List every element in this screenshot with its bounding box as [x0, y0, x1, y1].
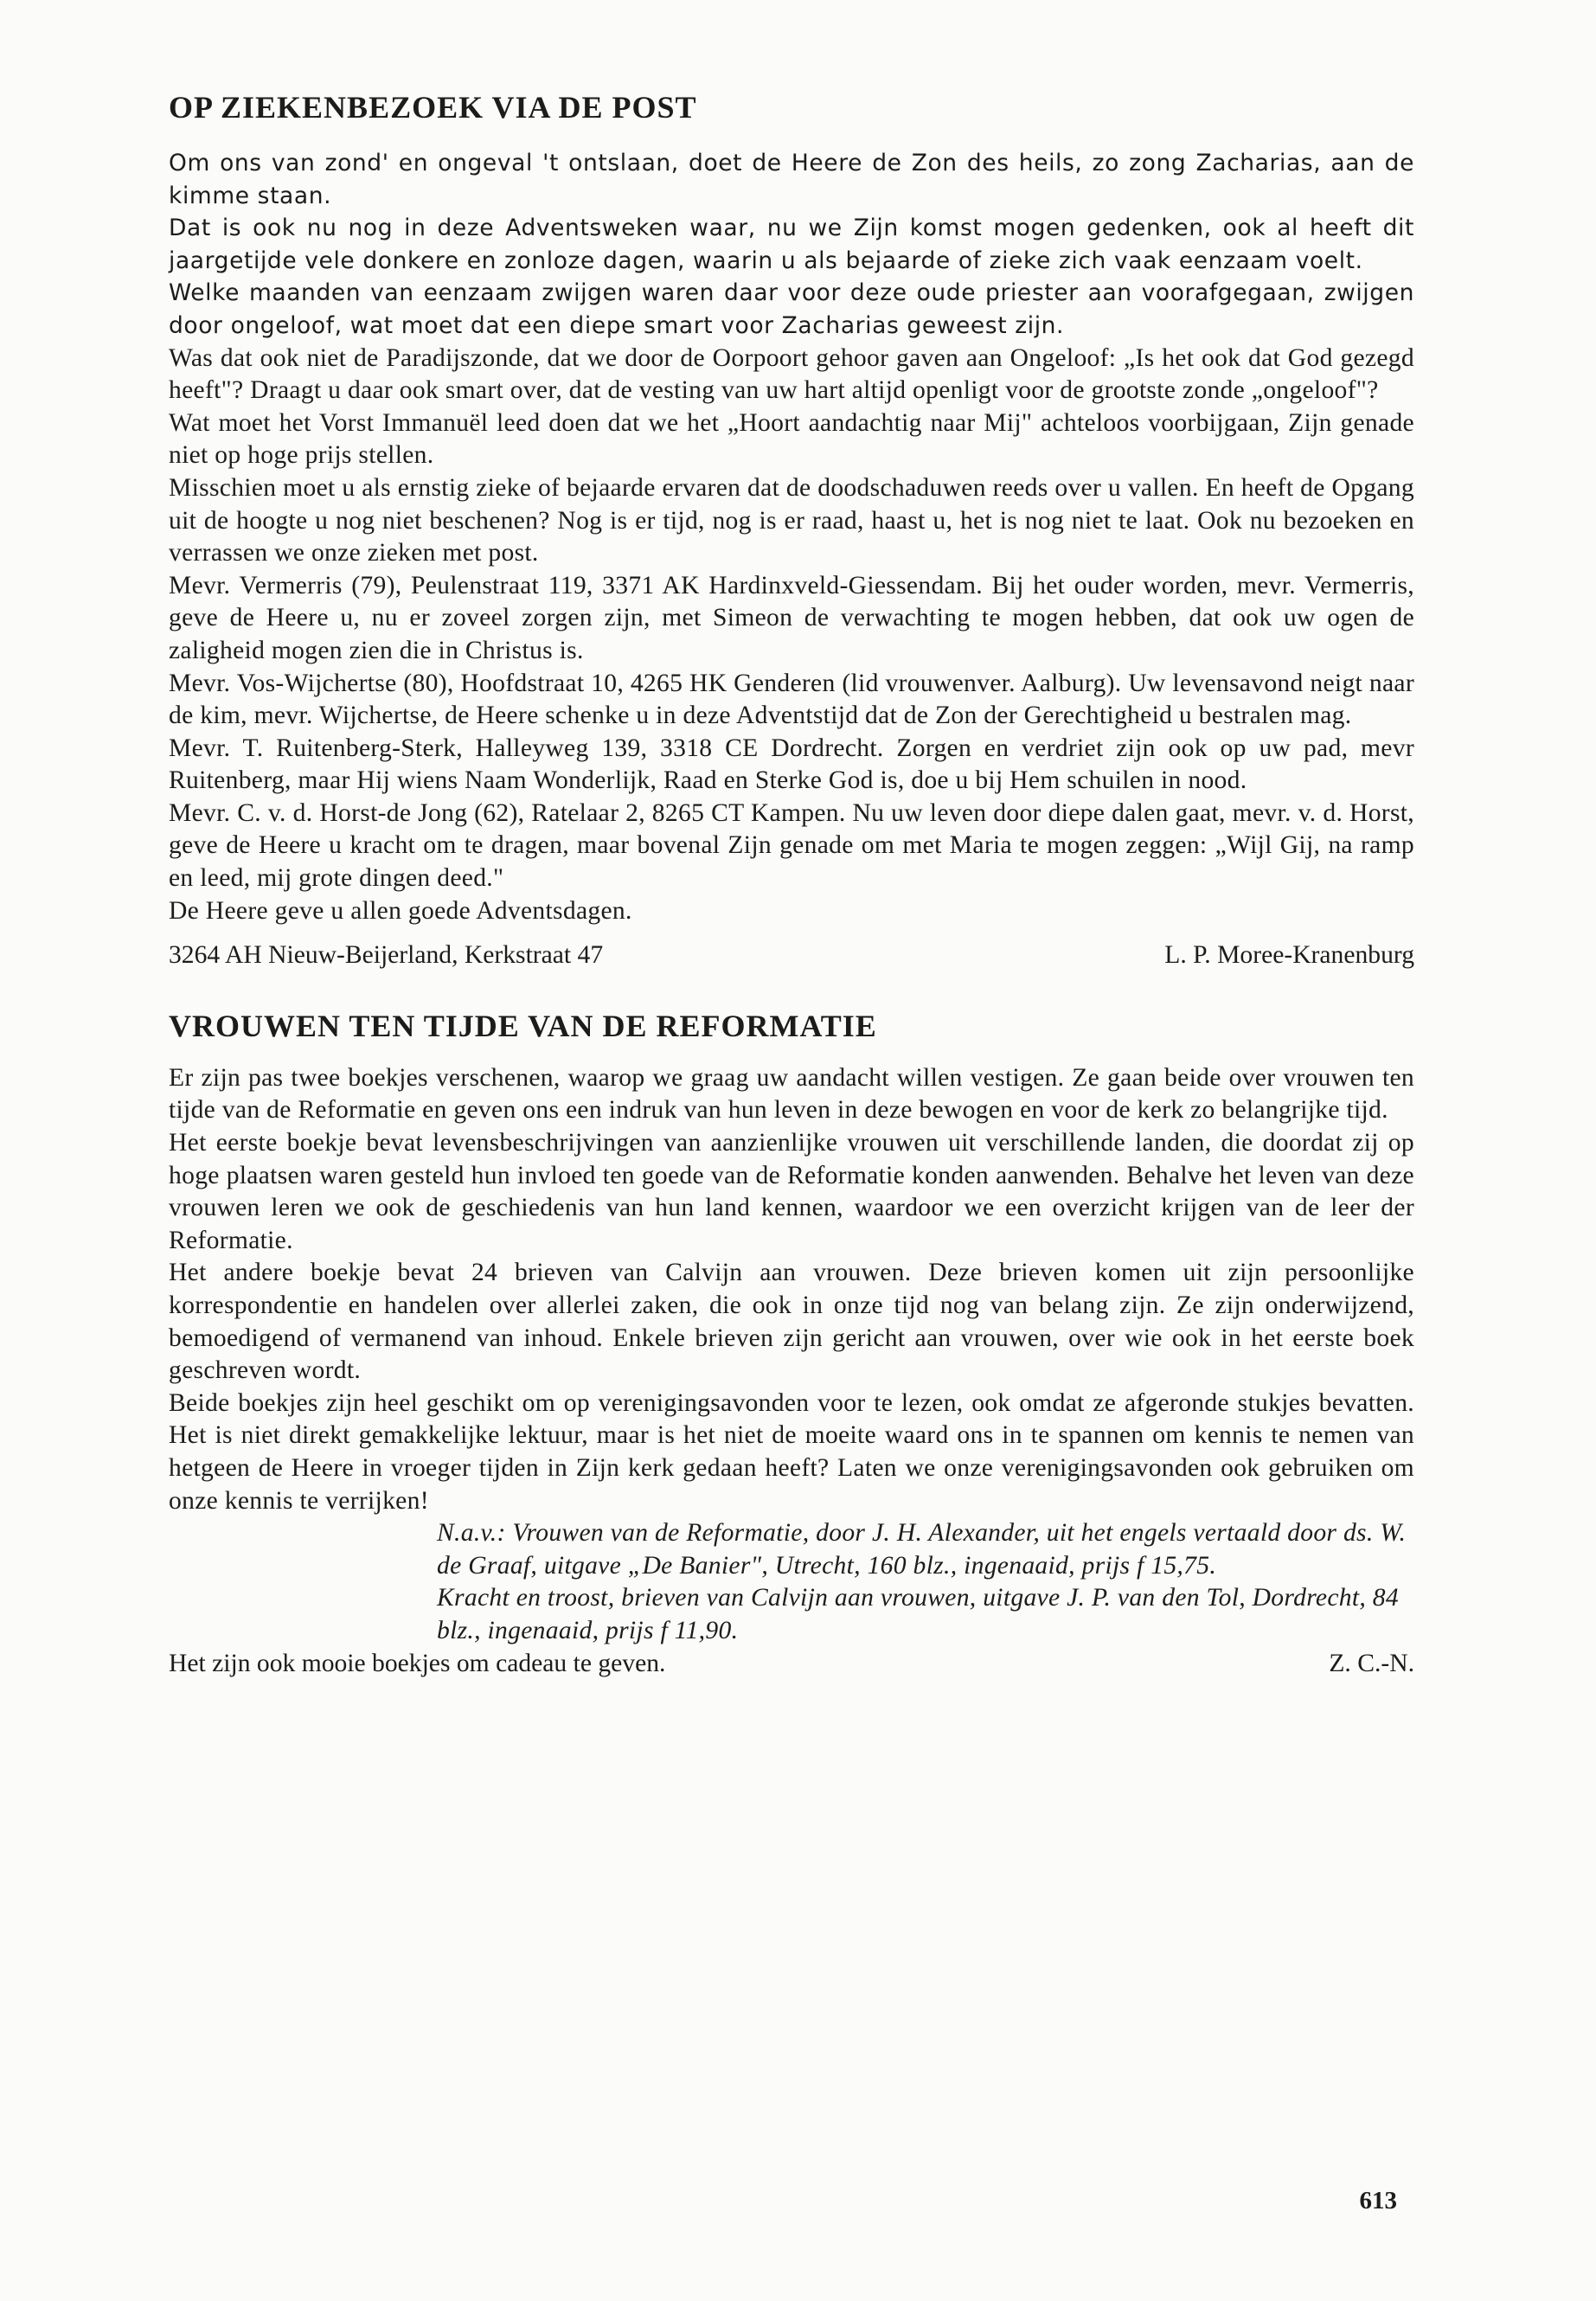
article-reformatie — [169, 1005, 1414, 1680]
paragraph: Er zijn pas twee boekjes verschenen, waarop we graag uw aandacht willen vestigen. Ze gaan beide over vrouwen ten tijde van de Reformatie en geven ons een indruk van hun leven in deze bewogen en voor de kerk zo belangrijke tijd. — [169, 1063, 1414, 1125]
paragraph: Het andere boekje bevat 24 brieven van Calvijn aan vrouwen. Deze brieven komen uit zijn persoonlijke korrespondentie en handelen over allerlei zaken, die ook in onze tijd nog van belang zijn. Ze zijn onderwijzend, bemoedigend of vermanend van inhoud. Enkele brieven zijn gericht aan vrouwen, over wie ook in het eerste boek geschreven wordt. — [169, 1259, 1414, 1385]
author-name: L. P. Moree-Kranenburg — [1164, 941, 1414, 970]
article-title: VROUWEN TEN TIJDE VAN DE REFORMATIE — [169, 1008, 877, 1043]
paragraph: Het eerste boekje bevat levensbeschrijvingen van aanzienlijke vrouwen uit verschillende landen, die doordat zij op hoge plaatsen waren gesteld hun invloed ten goede van de Reformatie konden aanwenden. Behalve het leven van deze vrouwen leren we ook de geschiedenis van hun land kennen, waardoor we een overzicht krijgen van de leer der Reformatie. — [169, 1129, 1414, 1254]
author-address: 3264 AH Nieuw-Beijerland, Kerkstraat 47 — [169, 941, 604, 970]
paragraph: Mevr. T. Ruitenberg-Sterk, Halleyweg 139, 3318 CE Dordrecht. Zorgen en verdriet zijn ook op uw pad, mevr Ruitenberg, maar Hij wiens Naam Wonderlijk, Raad en Sterke God is, doe u bij Hem schuilen in nood. — [169, 734, 1414, 795]
author-initials: Z. C.-N. — [1329, 1649, 1414, 1677]
paragraph: Mevr. Vermerris (79), Peulenstraat 119, 3371 AK Hardinxveld-Giessendam. Bij het ouder worden, mevr. Vermerris, geve de Heere u, nu er zoveel zorgen zijn, met Simeon de verwachting te mogen hebben, dat ook uw ogen de zaligheid mogen zien die in Christus is. — [169, 571, 1414, 664]
paragraph: Mevr. Vos-Wijchertse (80), Hoofdstraat 10, 4265 HK Genderen (lid vrouwenver. Aalburg). Uw levensavond neigt naar de kim, mevr. Wijchertse, de Heere schenke u in deze Adventstijd dat de Zon der Gerechtigheid u bestralen mag. — [169, 669, 1414, 730]
paragraph: Welke maanden van eenzaam zwijgen waren daar voor deze oude priester aan voorafgegaan, zwijgen door ongeloof, wat moet dat een diepe smart voor Zacharias geweest zijn. — [169, 279, 1414, 339]
closing-text: Het zijn ook mooie boekjes om cadeau te geven. — [169, 1649, 666, 1677]
signature-line — [169, 939, 1414, 972]
page-number: 613 — [1359, 2187, 1397, 2214]
paragraph: Misschien moet u als ernstig zieke of bejaarde ervaren dat de doodschaduwen reeds over u vallen. En heeft de Opgang uit de hoogte u nog niet beschenen? Nog is er tijd, nog is er raad, haast u, het is nog niet te laat. Ook nu bezoeken en verrassen we onze zieken met post. — [169, 473, 1414, 567]
paragraph: Beide boekjes zijn heel geschikt om op verenigingsavonden voor te lezen, ook omdat ze afgeronde stukjes bevatten. Het is niet direkt gemakkelijke lektuur, maar is het niet de moeite waard ons in te spannen om kennis te nemen van hetgeen de Heere in vroeger tijden in Zijn kerk gedaan heeft? Laten we onze verenigingsavonden ook gebruiken om onze kennis te verrijken! — [169, 1388, 1414, 1515]
paragraph: Wat moet het Vorst Immanuël leed doen dat we het „Hoort aandachtig naar Mij" achteloos voorbijgaan, Zijn genade niet op hoge prijs stellen. — [169, 408, 1414, 470]
book-reference: N.a.v.: Vrouwen van de Reformatie, door J. H. Alexander, uit het engels vertaald door ds. W. de Graaf, uitgave „De Banier", Utrecht, 160 blz., ingenaaid, prijs f 15,75. — [437, 1519, 1407, 1580]
book-references — [437, 1517, 1414, 1647]
closing-line — [169, 1648, 1414, 1681]
paragraph: De Heere geve u allen goede Adventsdagen. — [169, 896, 632, 925]
paragraph: Mevr. C. v. d. Horst-de Jong (62), Ratelaar 2, 8265 CT Kampen. Nu uw leven door diepe dalen gaat, mevr. v. d. Horst, geve de Heere u kracht om te dragen, maar bovenal Zijn genade om met Maria te mogen zeggen: „Wijl Gij, na ramp en leed, mij grote dingen deed." — [169, 798, 1414, 893]
paragraph: Om ons van zond' en ongeval 't ontslaan, doet de Heere de Zon des heils, zo zong Zacharias, aan de kimme staan. — [169, 150, 1414, 209]
article-title: OP ZIEKENBEZOEK VIA DE POST — [169, 90, 697, 125]
book-reference: Kracht en troost, brieven van Calvijn aan vrouwen, uitgave J. P. van den Tol, Dordrecht, 84 blz., ingenaaid, prijs f 11,90. — [437, 1584, 1399, 1644]
article-ziekenbezoek — [169, 87, 1414, 972]
paragraph: Was dat ook niet de Paradijszonde, dat we door de Oorpoort gehoor gaven aan Ongeloof: „Is het ook dat God gezegd heeft"? Draagt u daar ook smart over, dat de vesting van uw hart altijd openligt voor de grootste zonde „ongeloof"? — [169, 343, 1414, 405]
text-column — [169, 87, 1414, 1680]
paragraph: Dat is ook nu nog in deze Adventsweken waar, nu we Zijn komst mogen gedenken, ook al heeft dit jaargetijde vele donkere en zonloze dagen, waarin u als bejaarde of zieke zich vaak eenzaam voelt. — [169, 215, 1414, 274]
